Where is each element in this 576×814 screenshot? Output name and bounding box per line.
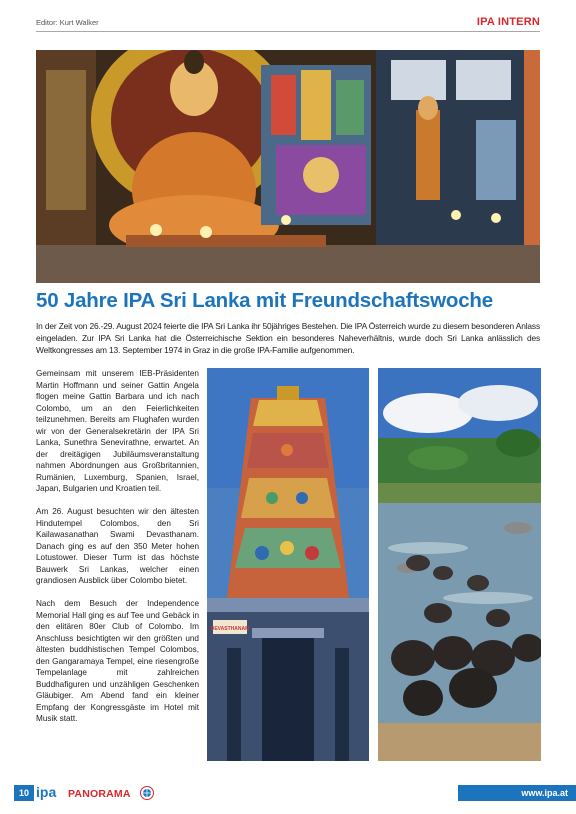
- website-link[interactable]: www.ipa.at: [521, 788, 568, 798]
- footer-brand: [14, 785, 144, 801]
- page-header: [36, 16, 540, 32]
- article-title: 50 Jahre IPA Sri Lanka mit Freundschaftswoche: [36, 289, 493, 312]
- elephants-river-illustration: [378, 368, 541, 761]
- article-lead: In der Zeit von 26.-29. August 2024 feierte die IPA Sri Lanka ihr 50jähriges Bestehen. Die IPA Österreich wurde zu diesem besonderen Anlass eingeladen. Zur IPA Sri Lanka hat die Österreichische Sektion ein besonderes Naheverhältnis, wurde doch Sri Lanka anlässlich des Weltkongresses am 13. September 1974 in Graz in die große IPA-Familie aufgenommen.: [36, 321, 540, 355]
- hero-photo-buddha-temple: [36, 50, 540, 283]
- buddha-temple-illustration: [36, 50, 540, 283]
- ipa-globe-icon: [140, 786, 154, 800]
- body-paragraph: Gemeinsam mit unserem IEB-Präsidenten Martin Hoffmann und seiner Gattin Angela flogen meine Gattin Barbara und ich nach Colombo, um an den Feierlichkeiten teilzunehmen. Bereits am Flughafen wurden wir von der Generalsekretärin der IPA Sri Lanka, Sunethra Senevirathne, erwartet. An der dreitägigen Jubiläumsveranstaltung nahmen Abordnungen aus Großbritannien, Rumänien, Luxemburg, Spanien, Israel, Japan, Bulgarien und Kroatien teil.: [36, 369, 199, 493]
- body-paragraph: Nach dem Besuch der Independence Memorial Hall ging es auf Tee und Gebäck in den elitären 80er Club of Colombo. Im Anschluss besichtigten wir den größten und ältesten buddhistischen Tempel Colombos, den Gangaramaya Tempel, eine riesengroße Tempelanlage mit zahlreichen Buddhafiguren und unzähligen Geschenken Gläubiger. Am Abend fand ein kleiner Empfang der Kongressgäste im Hotel mit Musik statt.: [36, 599, 199, 723]
- page-number: 10: [14, 785, 34, 801]
- brand-panorama-text: PANORAMA: [68, 788, 131, 800]
- photo-hindu-temple: [207, 368, 369, 761]
- temple-sign-text: DEVASTHANAM: [210, 626, 250, 632]
- body-paragraph: Am 26. August besuchten wir den ältesten Hindutempel Colombos, den Sri Kailawasanathan Swami Devasthanam. Danach ging es auf den 350 Meter hohen Lotustower. Dieser Turm ist das höchste Bauwerk Sri Lankas, welcher einen grandiosen Ausblick über Colombo bietet.: [36, 507, 199, 585]
- photo-elephants-river: [378, 368, 541, 761]
- editor-credit: Editor: Kurt Walker: [36, 18, 99, 27]
- section-label: IPA INTERN: [476, 16, 540, 28]
- footer-url-bar: [458, 785, 576, 801]
- hindu-temple-illustration: [207, 368, 369, 761]
- article-body: [36, 368, 199, 736]
- brand-ipa-logo-text: ipa: [36, 784, 57, 800]
